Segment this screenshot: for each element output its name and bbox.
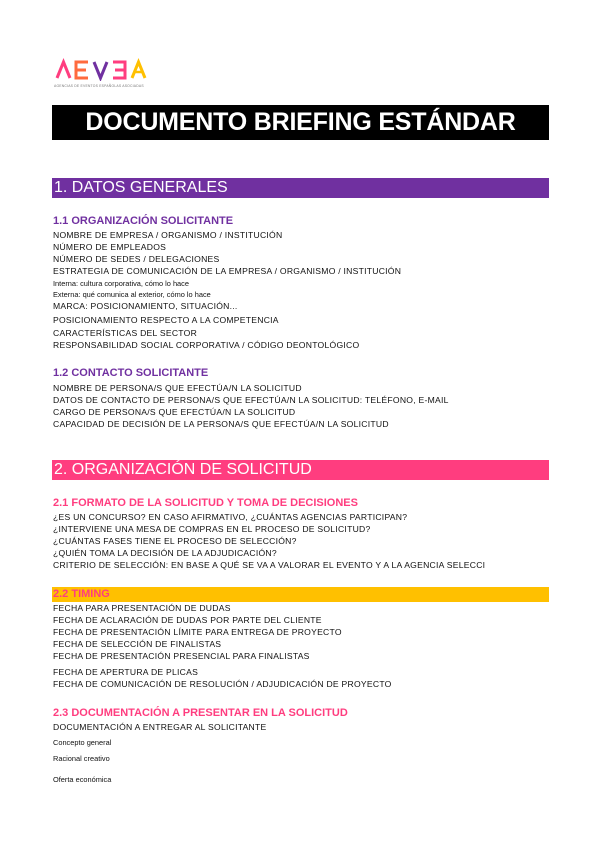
subsection-2-3-title: 2.3 DOCUMENTACIÓN A PRESENTAR EN LA SOLICITUD xyxy=(53,707,348,719)
list-item: MARCA: POSICIONAMIENTO, SITUACIÓN... xyxy=(53,301,238,311)
list-item: CARACTERÍSTICAS DEL SECTOR xyxy=(53,328,198,338)
list-item: ¿ES UN CONCURSO? EN CASO AFIRMATIVO, ¿CUÁNTAS AGENCIAS PARTICIPAN? xyxy=(53,512,408,522)
list-item: ¿CUÁNTAS FASES TIENE EL PROCESO DE SELECCIÓN? xyxy=(53,536,297,546)
document-title: DOCUMENTO BRIEFING ESTÁNDAR xyxy=(52,105,549,140)
list-item: CAPACIDAD DE DECISIÓN DE LA PERSONA/S QUE EFECTÚA/N LA SOLICITUD xyxy=(53,419,389,429)
list-item: Interna: cultura corporativa, cómo lo hace xyxy=(53,279,189,288)
list-item: ESTRATEGIA DE COMUNICACIÓN DE LA EMPRESA / ORGANISMO / INSTITUCIÓN xyxy=(53,266,402,276)
list-item: NOMBRE DE EMPRESA / ORGANISMO / INSTITUCIÓN xyxy=(53,230,283,240)
list-item: DOCUMENTACIÓN A ENTREGAR AL SOLICITANTE xyxy=(53,722,267,732)
logo-tagline: AGENCIAS DE EVENTOS ESPAÑOLAS ASOCIADAS xyxy=(54,84,144,88)
list-item: ¿QUIÉN TOMA LA DECISIÓN DE LA ADJUDICACIÓN? xyxy=(53,548,277,558)
list-item: FECHA DE APERTURA DE PLICAS xyxy=(53,667,199,677)
aevea-logo xyxy=(54,57,154,95)
list-item: FECHA DE PRESENTACIÓN LÍMITE PARA ENTREGA DE PROYECTO xyxy=(53,627,342,637)
list-item: FECHA DE PRESENTACIÓN PRESENCIAL PARA FINALISTAS xyxy=(53,651,310,661)
section-2-header: 2. ORGANIZACIÓN DE SOLICITUD xyxy=(52,460,549,480)
list-item: POSICIONAMIENTO RESPECTO A LA COMPETENCIA xyxy=(53,315,279,325)
list-item: Racional creativo xyxy=(53,754,110,763)
list-item: ¿INTERVIENE UNA MESA DE COMPRAS EN EL PROCESO DE SOLICITUD? xyxy=(53,524,371,534)
list-item: CARGO DE PERSONA/S QUE EFECTÚA/N LA SOLICITUD xyxy=(53,407,296,417)
subsection-2-1-title: 2.1 FORMATO DE LA SOLICITUD Y TOMA DE DECISIONES xyxy=(53,497,358,509)
list-item: FECHA DE ACLARACIÓN DE DUDAS POR PARTE DEL CLIENTE xyxy=(53,615,322,625)
subsection-2-2-title: 2.2 TIMING xyxy=(53,588,110,600)
list-item: DATOS DE CONTACTO DE PERSONA/S QUE EFECTÚA/N LA SOLICITUD: TELÉFONO, E-MAIL xyxy=(53,395,449,405)
list-item: FECHA DE COMUNICACIÓN DE RESOLUCIÓN / ADJUDICACIÓN DE PROYECTO xyxy=(53,679,392,689)
list-item: RESPONSABILIDAD SOCIAL CORPORATIVA / CÓDIGO DEONTOLÓGICO xyxy=(53,340,360,350)
list-item: FECHA DE SELECCIÓN DE FINALISTAS xyxy=(53,639,222,649)
list-item: Externa: qué comunica al exterior, cómo lo hace xyxy=(53,290,211,299)
list-item: CRITERIO DE SELECCIÓN: EN BASE A QUÉ SE VA A VALORAR EL EVENTO Y A LA AGENCIA SELECCI xyxy=(53,560,486,570)
list-item: Concepto general xyxy=(53,738,112,747)
subsection-1-2-title: 1.2 CONTACTO SOLICITANTE xyxy=(53,367,209,379)
subsection-1-1-title: 1.1 ORGANIZACIÓN SOLICITANTE xyxy=(53,215,234,227)
list-item: Oferta económica xyxy=(53,775,112,784)
timing-highlight xyxy=(52,587,549,602)
list-item: FECHA PARA PRESENTACIÓN DE DUDAS xyxy=(53,603,231,613)
list-item: NÚMERO DE EMPLEADOS xyxy=(53,242,167,252)
list-item: NOMBRE DE PERSONA/S QUE EFECTÚA/N LA SOLICITUD xyxy=(53,383,302,393)
aevea-logo-mark xyxy=(54,57,154,81)
list-item: NÚMERO DE SEDES / DELEGACIONES xyxy=(53,254,220,264)
section-1-header: 1. DATOS GENERALES xyxy=(52,178,549,198)
